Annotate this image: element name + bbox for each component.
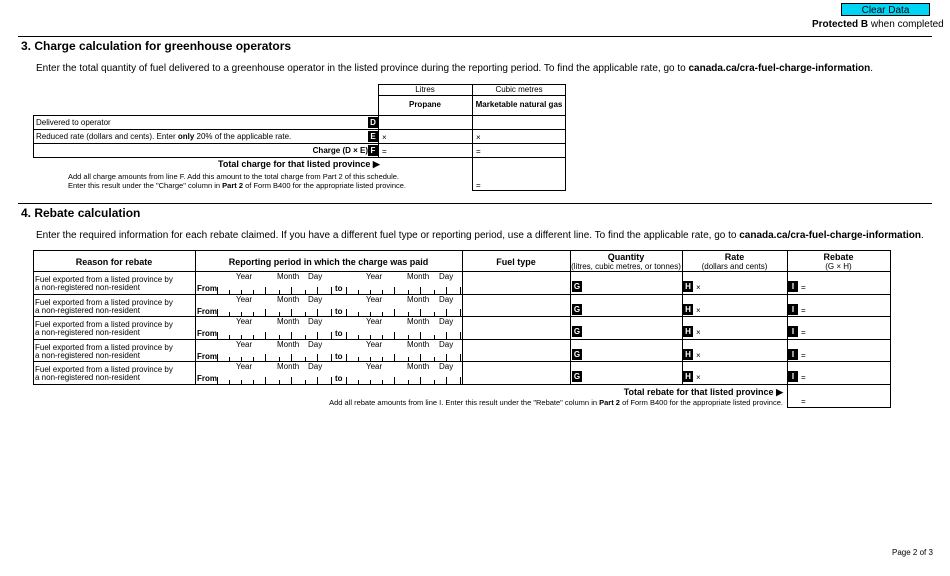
date-input[interactable] — [347, 376, 460, 385]
line-letter-h: H — [683, 281, 693, 292]
month-label: Month — [277, 339, 300, 349]
natural-gas-label: Marketable natural gas — [475, 100, 563, 109]
line-letter-g: G — [573, 372, 581, 382]
operator-symbol: × — [696, 373, 701, 383]
row-label-f: Charge (D × E) — [312, 146, 368, 155]
fuel-header: Fuel type — [496, 257, 536, 267]
reason-text: a non-registered non-resident — [35, 373, 140, 383]
date-tick — [460, 332, 461, 339]
date-tick — [460, 287, 461, 294]
day-label: Day — [439, 294, 454, 304]
year-label: Year — [236, 362, 253, 372]
to-label: to — [335, 351, 343, 361]
quantity-header: Quantity — [607, 252, 645, 262]
quantity-input[interactable] — [585, 302, 679, 314]
rate-input[interactable] — [704, 279, 784, 291]
day-label: Day — [439, 317, 454, 327]
propane-d-input[interactable] — [390, 117, 468, 128]
day-label: Day — [439, 362, 454, 372]
operator-symbol: × — [696, 283, 701, 292]
year-label: Year — [366, 272, 383, 281]
day-label: Day — [308, 339, 323, 349]
reason-text: Fuel exported from a listed province by — [35, 275, 173, 284]
operator-symbol: = — [801, 373, 806, 383]
line-letter-e: E — [368, 131, 378, 142]
natural-gas-d-input[interactable] — [484, 117, 562, 128]
rebate-input[interactable] — [809, 347, 887, 359]
year-label: Year — [366, 317, 383, 327]
total-charge-label: Total charge for that listed province ▶ — [218, 159, 380, 169]
operator-symbol: × — [696, 328, 701, 338]
date-tick — [331, 287, 332, 294]
operator-symbol: = — [476, 181, 481, 190]
total-charge-input[interactable] — [484, 178, 562, 189]
line-letter-i: I — [788, 371, 798, 382]
line-letter-g: G — [573, 349, 581, 359]
month-label: Month — [407, 317, 430, 327]
line-letter-h: H — [683, 326, 693, 337]
date-tick — [331, 377, 332, 384]
operator-symbol: × — [696, 350, 701, 360]
cra-link[interactable]: canada.ca/cra-fuel-charge-information — [739, 230, 921, 241]
rebate-input[interactable] — [809, 279, 887, 291]
row-label-e: Reduced rate (dollars and cents). Enter only 20% of the applicable rate. — [36, 132, 292, 141]
total-rebate-label: Total rebate for that listed province ▶ — [623, 387, 783, 397]
operator-symbol: = — [476, 147, 481, 156]
quantity-input[interactable] — [585, 369, 679, 381]
reason-text: a non-registered non-resident — [35, 283, 140, 292]
propane-label: Propane — [408, 100, 441, 109]
cubic-metres-label: Cubic metres — [495, 85, 543, 94]
line-letter-h: H — [683, 304, 693, 315]
fuel-type-input[interactable] — [465, 276, 567, 288]
quantity-input[interactable] — [585, 347, 679, 359]
page-number: Page 2 of 3 — [892, 548, 933, 557]
day-label: Day — [439, 339, 454, 349]
propane-e-input[interactable] — [390, 131, 468, 142]
rate-input[interactable] — [704, 347, 784, 359]
total-divider — [33, 157, 379, 158]
operator-symbol: = — [801, 328, 806, 338]
date-tick — [331, 332, 332, 339]
reason-text: Fuel exported from a listed province by — [35, 320, 173, 330]
day-label: Day — [308, 362, 323, 372]
month-label: Month — [277, 294, 300, 304]
quantity-input[interactable] — [585, 324, 679, 336]
reason-text: Fuel exported from a listed province by — [35, 342, 173, 352]
from-label: From — [197, 284, 217, 293]
date-tick — [460, 354, 461, 361]
year-label: Year — [236, 339, 253, 349]
line-letter-i: I — [788, 326, 798, 337]
operator-symbol: = — [382, 147, 387, 156]
month-label: Month — [407, 339, 430, 349]
rebate-header: Rebate — [823, 252, 854, 262]
litres-label: Litres — [415, 85, 435, 94]
operator-symbol: × — [696, 305, 701, 315]
rebate-input[interactable] — [809, 324, 887, 336]
from-label: From — [197, 329, 217, 339]
rate-input[interactable] — [704, 302, 784, 314]
line-letter-d: D — [368, 117, 378, 128]
reason-text: Fuel exported from a listed province by — [35, 297, 173, 307]
line-letter-h: H — [683, 349, 693, 360]
reason-header: Reason for rebate — [75, 257, 153, 267]
natural-gas-e-input[interactable] — [484, 131, 562, 142]
fuel-type-input[interactable] — [465, 321, 567, 333]
rate-input[interactable] — [704, 324, 784, 336]
to-label: to — [335, 284, 343, 293]
rate-header: Rate — [724, 252, 745, 262]
from-label: From — [197, 351, 217, 361]
year-label: Year — [366, 339, 383, 349]
rebate-input[interactable] — [809, 302, 887, 314]
divider — [18, 203, 932, 204]
year-label: Year — [236, 272, 253, 281]
total-rebate-note: Add all rebate amounts from line I. Enter this result under the "Rebate" column in Part 2 of Form B400 for the appropriate listed province. — [329, 398, 783, 407]
to-label: to — [335, 306, 343, 316]
operator-symbol: = — [801, 283, 806, 292]
line-letter-f: F — [368, 145, 378, 156]
operator-symbol: = — [801, 397, 806, 406]
reason-text: a non-registered non-resident — [35, 305, 140, 315]
total-note: Enter this result under the "Charge" column in Part 2 of Form B400 for the appropriate listed province. — [68, 181, 407, 190]
section3-title: 3. Charge calculation for greenhouse operators — [21, 39, 292, 53]
quantity-subheader: (litres, cubic metres, or tonnes) — [571, 262, 681, 271]
line-letter-h: H — [683, 371, 693, 382]
to-label: to — [335, 374, 343, 384]
year-label: Year — [236, 294, 253, 304]
rebate-subheader: (G × H) — [825, 262, 852, 271]
day-label: Day — [308, 294, 323, 304]
date-tick — [460, 309, 461, 316]
month-label: Month — [277, 272, 300, 281]
operator-symbol: × — [382, 133, 387, 142]
date-tick — [331, 309, 332, 316]
row-label-d: Delivered to operator — [36, 118, 111, 127]
line-letter-g: G — [573, 327, 581, 337]
from-label: From — [197, 306, 217, 316]
line-letter-g: G — [573, 282, 581, 291]
to-label: to — [335, 329, 343, 339]
total-rebate-input[interactable] — [809, 394, 887, 406]
period-header: Reporting period in which the charge was paid — [228, 257, 429, 267]
cra-link[interactable]: canada.ca/cra-fuel-charge-information — [688, 63, 871, 74]
total-note: Add all charge amounts from line F. Add this amount to the total charge from Part 2 of this schedule. — [68, 172, 400, 181]
divider — [18, 36, 932, 37]
operator-symbol: × — [476, 133, 481, 142]
date-tick — [460, 377, 461, 384]
year-label: Year — [366, 294, 383, 304]
line-letter-i: I — [788, 349, 798, 360]
line-letter-i: I — [788, 304, 798, 315]
month-label: Month — [277, 362, 300, 372]
protected-b-label: Protected B when completed — [812, 19, 944, 30]
fuel-type-input[interactable] — [465, 344, 567, 356]
operator-symbol: = — [801, 350, 806, 360]
fuel-type-input[interactable] — [465, 299, 567, 311]
propane-f-input[interactable] — [390, 145, 468, 156]
day-label: Day — [308, 317, 323, 327]
year-label: Year — [236, 317, 253, 327]
section4-title: 4. Rebate calculation — [21, 206, 141, 220]
date-tick — [331, 354, 332, 361]
line-letter-g: G — [573, 304, 581, 314]
operator-symbol: = — [801, 305, 806, 315]
quantity-input[interactable] — [585, 279, 679, 291]
day-label: Day — [308, 272, 323, 281]
natural-gas-f-input[interactable] — [484, 145, 562, 156]
section3-intro: Enter the total quantity of fuel delivered to a greenhouse operator in the listed province during the reporting period. To find the applicable rate, go to canada.ca/cra-fuel-charge-information. — [36, 63, 873, 74]
date-input[interactable] — [218, 376, 331, 385]
from-label: From — [197, 374, 217, 384]
fuel-type-input[interactable] — [465, 366, 567, 378]
rebate-input[interactable] — [809, 369, 887, 381]
clear-data-button[interactable]: Clear Data — [841, 3, 930, 16]
month-label: Month — [277, 317, 300, 327]
rate-subheader: (dollars and cents) — [701, 262, 768, 271]
month-label: Month — [407, 272, 430, 281]
day-label: Day — [439, 272, 454, 281]
reason-text: Fuel exported from a listed province by — [35, 365, 173, 375]
year-label: Year — [366, 362, 383, 372]
line-letter-i: I — [788, 281, 798, 292]
month-label: Month — [407, 362, 430, 372]
section4-intro: Enter the required information for each rebate claimed. If you have a different fuel type or reporting period, use a different line. To find the applicable rate, go to canada.ca/cra-fuel-charge-information. — [36, 230, 924, 241]
reason-text: a non-registered non-resident — [35, 350, 140, 360]
reason-text: a non-registered non-resident — [35, 328, 140, 338]
month-label: Month — [407, 294, 430, 304]
rate-input[interactable] — [704, 369, 784, 381]
